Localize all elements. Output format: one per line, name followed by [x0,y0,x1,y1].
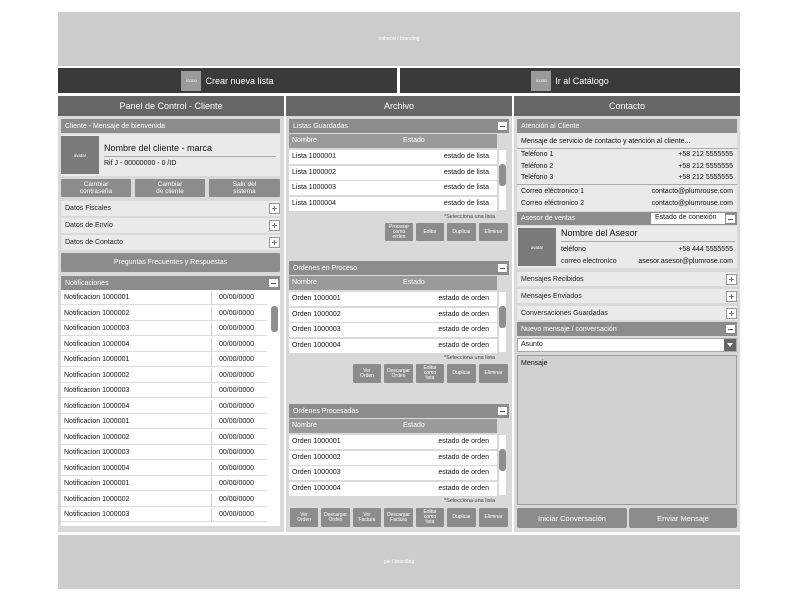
row-state: estado de orden [438,469,489,476]
scroll-thumb[interactable] [499,164,506,186]
column-divider [211,477,212,491]
divider [517,148,737,149]
welcome-label: Cliente - Mensaje de bienvenida [65,122,166,130]
faq-button[interactable]: Preguntas Frecuentes y Respuestas [61,253,280,272]
notification-row[interactable] [61,477,267,491]
notification-date: 00/00/0000 [219,433,255,441]
notification-name: Notificacion 1000003 [64,511,130,518]
phone-value: +58 212 5555555 [678,174,733,181]
advisor-email-label: correo electronico [561,258,617,265]
collapse-icon[interactable] [497,263,508,273]
notification-name: Notificacion 1000002 [64,309,130,317]
notification-row[interactable] [61,462,267,476]
client-avatar: avatar [61,136,99,174]
header-branding [58,12,740,66]
logout-button[interactable]: Salir del sistema [209,179,280,197]
plus-icon[interactable] [269,220,280,231]
orders-process-title: Ordenes en Proceso [293,264,358,272]
notification-date: 00/00/0000 [219,309,255,317]
processed-table-header [289,419,497,433]
notification-row[interactable] [61,369,267,383]
col-name: Nombre [292,279,317,286]
row-name: Lista 1000004 [292,199,336,207]
notification-date: 00/00/0000 [219,387,255,394]
notification-row[interactable] [61,400,267,414]
row-state: estado de orden [438,438,489,445]
scroll-thumb[interactable] [499,306,506,328]
table-row[interactable] [289,323,497,337]
notification-date: 00/00/0000 [219,325,255,332]
expander-label: Mensajes Enviados [521,292,582,300]
expander-received-messages[interactable] [517,272,737,286]
notification-name: Notificacion 1000001 [64,356,130,363]
download-invoice-button[interactable]: Descargar Factura [384,508,413,527]
notification-date: 00/00/0000 [219,418,255,425]
orders-processed-header [289,404,509,418]
notification-name: Notificacion 1000002 [64,495,130,503]
saved-table-header [289,134,497,148]
column-divider [211,307,212,321]
advisor-phone-label: teléfono [561,246,586,253]
footer-text: pie / branding [383,559,415,565]
table-row[interactable] [289,292,497,306]
view-order-button[interactable]: Ver Orden [353,364,381,383]
phone-value: +58 212 5555555 [678,162,733,170]
phone-value: +58 212 5555555 [678,151,733,158]
expander-label: Datos de Envío [65,222,113,229]
service-message: Mensaje de servicio de contacto y atención al cliente... [521,138,691,145]
advisor-title: Asesor de ventas [521,215,576,222]
notification-date: 00/00/0000 [219,511,255,518]
attention-title: Atención al Cliente [521,122,580,130]
process-as-order-button[interactable]: Procesar como orden [385,223,413,241]
notification-row[interactable] [61,508,267,522]
edit-as-list-button[interactable]: Editar como lista [416,364,444,383]
notification-name: Notificacion 1000003 [64,449,130,456]
table-row[interactable] [289,197,497,211]
notification-date: 00/00/0000 [219,371,255,379]
saved-scrollbar[interactable] [499,150,506,210]
advisor-phone: +58 444 5555555 [678,246,733,253]
divider [104,156,276,157]
notification-date: 00/00/0000 [219,294,255,301]
row-name: Lista 1000003 [292,184,336,191]
change-client-button[interactable]: Cambiar de cliente [135,179,205,197]
row-name: Orden 1000004 [292,341,341,349]
row-name: Lista 1000002 [292,168,336,176]
notification-date: 00/00/0000 [219,495,255,503]
duplicate-order-button[interactable]: Duplicar [447,364,476,383]
notification-name: Notificacion 1000002 [64,371,130,379]
expander-label: Datos Fiscales [65,205,111,212]
plus-icon[interactable] [269,203,280,214]
processed-hint: *Selecciona una lista [443,498,495,504]
notification-name: Notificacion 1000004 [64,340,130,348]
delete-list-button[interactable]: Eliminar [479,223,508,241]
expander-sent-messages[interactable] [517,289,737,303]
chevron-down-icon[interactable] [724,339,736,351]
phone-label: Teléfono 1 [521,151,554,158]
notifications-header [61,276,280,290]
col-state: Estado [403,137,425,144]
notification-name: Notificacion 1000004 [64,402,130,410]
notification-name: Notificacion 1000003 [64,387,130,394]
notification-row[interactable] [61,291,267,305]
subject-select[interactable] [517,338,737,352]
archivo-title: Archivo [286,96,512,116]
column-divider [211,462,212,476]
notifications-title: Notificaciones [65,279,109,287]
duplicate-order-button[interactable]: Duplicar [447,508,476,527]
row-state: estado de orden [438,295,489,302]
notification-row[interactable] [61,431,267,445]
table-row[interactable] [289,308,497,322]
plus-icon[interactable] [726,274,737,285]
table-row[interactable] [289,339,497,353]
notification-row[interactable] [61,415,267,429]
welcome-header [61,119,280,133]
notification-row[interactable] [61,307,267,321]
process-table-header [289,276,497,290]
delete-order-button[interactable]: Eliminar [479,508,508,527]
divider [561,241,735,242]
collapse-icon[interactable] [268,278,279,288]
col-state: Estado [403,422,425,429]
expander-label: Conversaciones Guardadas [521,309,608,317]
new-message-header [517,322,737,336]
view-invoice-button[interactable]: Ver Factura [353,508,381,527]
notification-name: Notificacion 1000001 [64,294,130,301]
notification-row[interactable] [61,384,267,398]
advisor-header [517,212,737,225]
notification-name: Notificacion 1000002 [64,433,130,441]
plus-icon[interactable] [269,237,280,248]
row-state: estado de orden [438,310,489,318]
expander-saved-conversations[interactable] [517,306,737,320]
create-list-icon: icono [181,71,201,91]
saved-lists-header [289,119,509,133]
notification-date: 00/00/0000 [219,402,255,410]
footer-branding [58,535,740,589]
plus-icon[interactable] [726,308,737,319]
row-name: Orden 1000002 [292,310,341,318]
row-name: Orden 1000004 [292,484,341,492]
email-value[interactable]: contacto@plumrouse.com [651,188,733,195]
phone-label: Teléfono 2 [521,162,554,170]
process-scrollbar[interactable] [499,292,506,352]
notification-date: 00/00/0000 [219,464,255,472]
column-divider [211,353,212,367]
row-name: Orden 1000002 [292,453,341,461]
expander-datos-fiscales[interactable] [61,201,280,216]
notification-row[interactable] [61,493,267,507]
edit-list-button[interactable]: Editar [416,223,444,241]
divider [517,184,737,185]
catalog-icon: icono [531,71,551,91]
send-message-button[interactable]: Enviar Mensaje [629,508,737,528]
notification-row[interactable] [61,322,267,336]
notification-date: 00/00/0000 [219,356,255,363]
row-state: estado de lista [443,153,489,160]
download-order-button[interactable]: Descargar Orden [321,508,350,527]
table-row[interactable] [289,181,497,195]
row-name: Orden 1000003 [292,326,341,333]
plus-icon[interactable] [726,291,737,302]
new-message-title: Nuevo mensaje / conversación [521,325,617,333]
download-order-button[interactable]: Descargar Orden [384,364,413,383]
saved-lists-title: Listas Guardadas [293,122,348,130]
notification-name: Notificacion 1000004 [64,464,130,472]
row-state: estado de orden [438,341,489,349]
notification-row[interactable] [61,353,267,367]
column-divider [211,322,212,336]
orders-process-header [289,261,509,275]
notification-name: Notificacion 1000001 [64,480,130,487]
column-divider [211,431,212,445]
expander-label: Mensajes Recibidos [521,275,584,283]
process-hint: *Selecciona una lista [443,355,495,361]
collapse-icon[interactable] [497,121,508,131]
attention-header [517,119,737,133]
row-state: estado de orden [438,453,489,461]
column-divider [211,493,212,507]
notification-date: 00/00/0000 [219,480,255,487]
row-state: estado de lista [443,184,489,191]
table-row[interactable] [289,482,497,496]
notifications-scrollbar[interactable] [271,292,278,522]
column-divider [211,415,212,429]
delete-order-button[interactable]: Eliminar [479,364,508,383]
connection-status: Estado de conexión [651,213,725,224]
row-state: estado de lista [443,168,489,176]
advisor-name: Nombre del Asesor [561,228,638,238]
row-name: Orden 1000001 [292,295,341,302]
notification-date: 00/00/0000 [219,449,255,456]
collapse-icon[interactable] [725,324,736,334]
table-row[interactable] [289,466,497,480]
expander-label: Datos de Contacto [65,239,123,246]
row-state: estado de lista [443,199,489,207]
advisor-email[interactable]: asesor.asesor@plumrose.com [638,258,733,265]
column-divider [211,384,212,398]
start-conversation-button[interactable]: Iniciar Conversación [517,508,627,528]
subject-label: Asunto [521,341,543,348]
processed-scrollbar[interactable] [499,435,506,495]
column-divider [211,508,212,522]
catalog-button[interactable] [400,68,740,93]
row-name: Lista 1000001 [292,153,336,160]
row-name: Orden 1000003 [292,469,341,476]
column-divider [211,291,212,305]
column-divider [211,369,212,383]
scroll-thumb[interactable] [271,306,278,332]
notification-row[interactable] [61,338,267,352]
row-state: estado de orden [438,484,489,492]
header-text: cabezal / branding [378,36,420,42]
email-label: Correo eléctronico 2 [521,200,585,207]
row-name: Orden 1000001 [292,438,341,445]
contacto-title: Contacto [514,96,740,116]
client-rif: Rif J - 00000000 - 0 /ID [104,160,177,167]
collapse-icon[interactable] [725,214,736,224]
table-row[interactable] [289,166,497,180]
edit-as-list-button[interactable]: Editar como lista [416,508,444,527]
table-row[interactable] [289,150,497,164]
email-value[interactable]: contacto@plumrouse.com [651,200,733,207]
change-password-button[interactable]: Cambiar contraseña [61,179,131,197]
message-placeholder: Mensaje [521,360,548,367]
phone-label: Teléfono 3 [521,174,554,181]
table-row[interactable] [289,435,497,449]
expander-datos-envio[interactable] [61,218,280,233]
saved-hint: *Selecciona una lista [443,214,495,220]
create-list-button[interactable] [58,68,397,93]
catalog-label: Ir al Catálogo [555,75,609,86]
column-divider [211,338,212,352]
email-label: Correo eléctronico 1 [521,188,585,195]
table-row[interactable] [289,451,497,465]
collapse-icon[interactable] [497,406,508,416]
view-order-button[interactable]: Ver Orden [290,508,318,527]
column-divider [211,446,212,460]
scroll-thumb[interactable] [499,449,506,471]
notification-name: Notificacion 1000003 [64,325,130,332]
col-name: Nombre [292,137,317,144]
expander-datos-contacto[interactable] [61,235,280,250]
notification-name: Notificacion 1000001 [64,418,130,425]
orders-processed-title: Ordenes Procesadas [293,407,359,415]
panel-title: Panel de Control - Cliente [58,96,284,116]
client-name: Nombre del cliente - marca [104,143,213,153]
duplicate-list-button[interactable]: Duplicar [447,223,476,241]
notification-row[interactable] [61,446,267,460]
column-divider [211,400,212,414]
col-state: Estado [403,279,425,286]
col-name: Nombre [292,422,317,429]
message-textarea[interactable] [517,355,737,505]
create-list-label: Crear nueva lista [205,75,274,86]
advisor-avatar: avatar [518,228,556,266]
notification-date: 00/00/0000 [219,340,255,348]
row-state: estado de orden [438,326,489,333]
